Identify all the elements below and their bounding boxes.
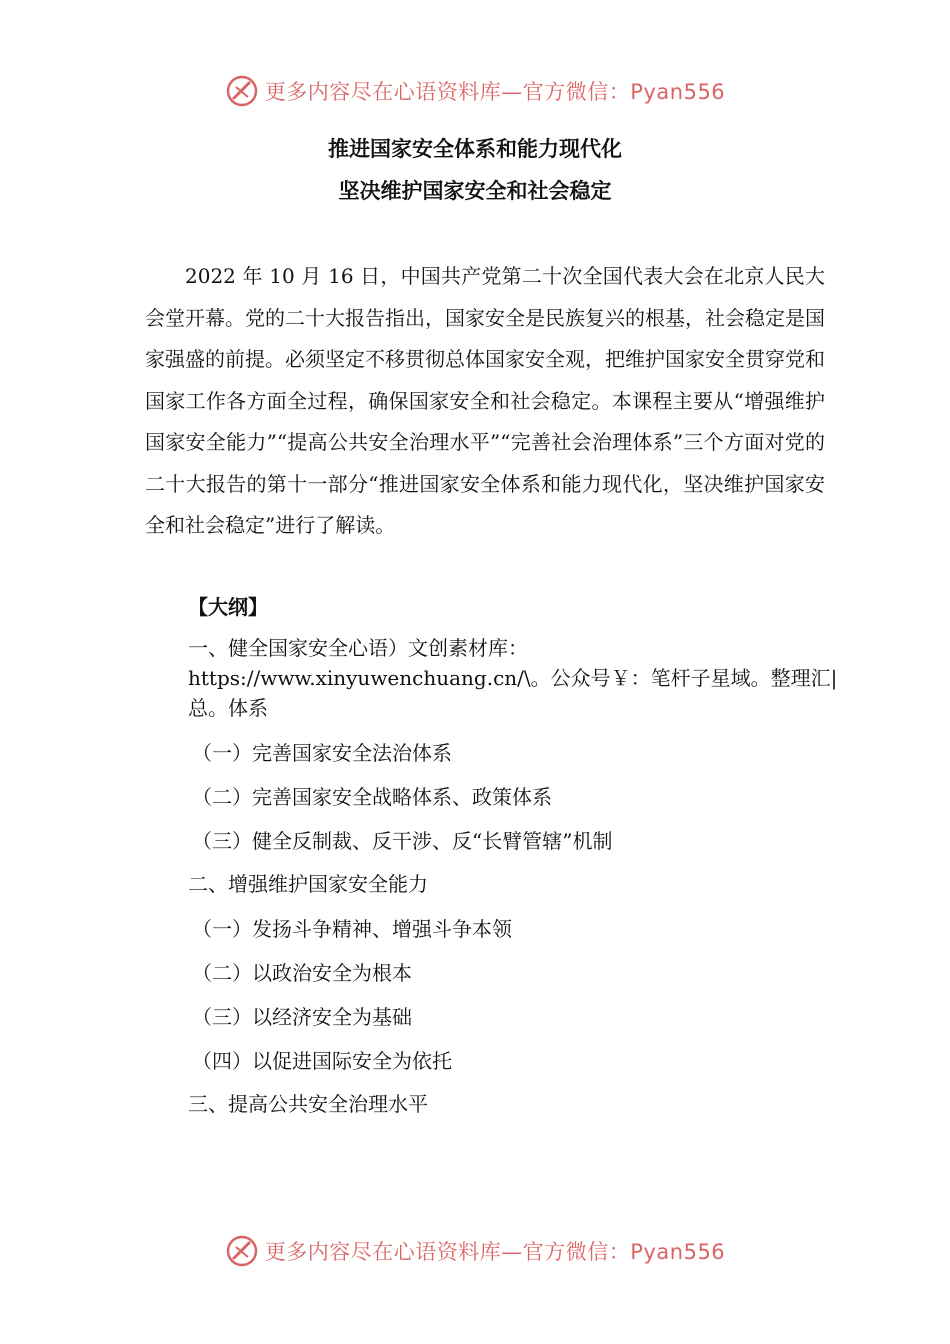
outline-item: （三）以经济安全为基础 <box>192 1005 412 1029</box>
intro-paragraph: 2022 年 10 月 16 日，中国共产党第二十次全国代表大会在北京人民大会堂开幕。党的二十大报告指出，国家安全是民族复兴的根基，社会稳定是国家强盛的前提。必须坚定不移贯彻总体国家安全观，把维护国家安全贯穿党和国家工作各方面全过程，确保国家安全和社会稳定。本课程主要从“增强维护国家安全能力”“提高公共安全治理水平”“完善社会治理体系”三个方面对党的二十大报告的第十一部分“推进国家安全体系和能力现代化，坚决维护国家安全和社会稳定”进行了解读。 <box>145 264 825 537</box>
outline-item: （一）发扬斗争精神、增强斗争本领 <box>192 917 512 941</box>
outline-item: （二）以政治安全为根本 <box>192 961 412 985</box>
watermark-text: 更多内容尽在心语资料库—官方微信：Pyan556 <box>264 1240 726 1264</box>
outline-item: （二）完善国家安全战略体系、政策体系 <box>192 785 552 809</box>
watermark-top <box>0 74 950 108</box>
document-title-line-2: 坚决维护国家安全和社会稳定 <box>338 179 612 203</box>
document-title-line-1: 推进国家安全体系和能力现代化 <box>328 137 622 161</box>
outline-item: （三）健全反制裁、反干涉、反“长臂管辖”机制 <box>192 829 613 853</box>
outline-section-2: 二、增强维护国家安全能力 <box>188 872 428 896</box>
watermark-bottom <box>0 1234 950 1268</box>
library-logo-icon <box>225 1234 259 1268</box>
outline-section-3: 三、提高公共安全治理水平 <box>188 1092 428 1116</box>
outline-heading: 【大纲】 <box>188 595 268 619</box>
outline-item: （四）以促进国际安全为依托 <box>192 1049 452 1073</box>
watermark-text: 更多内容尽在心语资料库—官方微信：Pyan556 <box>264 80 726 104</box>
library-logo-icon <box>225 74 259 108</box>
outline-item: （一）完善国家安全法治体系 <box>192 741 452 765</box>
outline-section-1: 一、健全国家安全心语）文创素材库：https://www.xinyuwenchuang.cn/\。公众号￥：笔杆子星域。整理汇|总。体系 <box>188 636 838 720</box>
